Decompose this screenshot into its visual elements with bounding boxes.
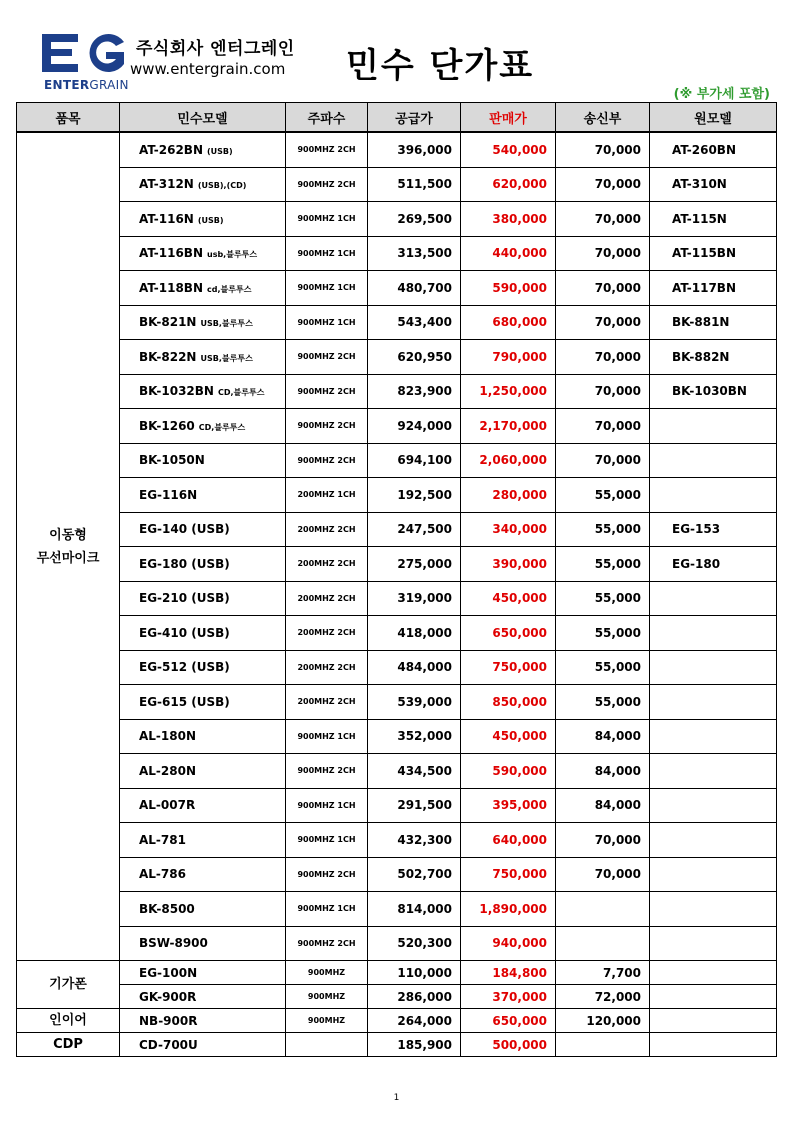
price-table <box>16 102 777 1057</box>
sale-price-cell: 590,000 <box>461 271 556 306</box>
table-row <box>17 754 777 789</box>
table-row <box>17 616 777 651</box>
original-model-cell: AT-310N <box>650 167 777 202</box>
supply-price-cell: 269,500 <box>368 202 461 237</box>
model-name: CD-700U <box>139 1037 198 1052</box>
sale-price-cell: 440,000 <box>461 236 556 271</box>
original-model-cell <box>650 926 777 961</box>
supply-price-cell: 185,900 <box>368 1033 461 1057</box>
company-logo <box>40 30 300 100</box>
brand-thin: GRAIN <box>89 78 129 92</box>
model-note: (USB),(CD) <box>197 181 247 191</box>
model-cell <box>120 1009 286 1033</box>
header-row <box>17 103 777 133</box>
table-row <box>17 340 777 375</box>
model-cell <box>120 305 286 340</box>
transmitter-price-cell: 55,000 <box>556 685 650 720</box>
model-cell <box>120 202 286 237</box>
transmitter-price-cell: 70,000 <box>556 202 650 237</box>
model-cell <box>120 581 286 616</box>
model-name: AT-262BN <box>139 142 203 157</box>
frequency-cell: 900MHZ 1CH <box>286 719 368 754</box>
original-model-cell <box>650 650 777 685</box>
model-name: EG-615 (USB) <box>139 694 230 709</box>
model-note: (USB) <box>207 146 233 156</box>
transmitter-price-cell: 55,000 <box>556 478 650 513</box>
transmitter-price-cell: 70,000 <box>556 340 650 375</box>
model-name: NB-900R <box>139 1013 198 1028</box>
table-row <box>17 985 777 1009</box>
original-model-cell <box>650 1009 777 1033</box>
price-table-body <box>17 132 777 1057</box>
model-cell <box>120 650 286 685</box>
table-row <box>17 236 777 271</box>
company-url[interactable]: www.entergrain.com <box>130 60 286 78</box>
frequency-cell: 900MHZ 1CH <box>286 823 368 858</box>
model-name: EG-140 (USB) <box>139 522 230 537</box>
supply-price-cell: 520,300 <box>368 926 461 961</box>
model-cell <box>120 512 286 547</box>
model-cell <box>120 167 286 202</box>
original-model-cell <box>650 409 777 444</box>
sale-price-cell: 620,000 <box>461 167 556 202</box>
supply-price-cell: 313,500 <box>368 236 461 271</box>
vat-note: (※ 부가세 포함) <box>673 87 770 102</box>
transmitter-price-cell: 70,000 <box>556 236 650 271</box>
sale-price-cell: 680,000 <box>461 305 556 340</box>
original-model-cell <box>650 857 777 892</box>
table-row <box>17 409 777 444</box>
original-model-cell: EG-180 <box>650 547 777 582</box>
frequency-cell: 900MHZ 2CH <box>286 340 368 375</box>
supply-price-cell: 620,950 <box>368 340 461 375</box>
supply-price-cell: 480,700 <box>368 271 461 306</box>
model-cell <box>120 443 286 478</box>
original-model-cell: BK-1030BN <box>650 374 777 409</box>
original-model-cell: AT-260BN <box>650 132 777 167</box>
brand-bold: ENTER <box>44 78 90 92</box>
transmitter-price-cell <box>556 892 650 927</box>
sale-price-cell: 940,000 <box>461 926 556 961</box>
table-row <box>17 892 777 927</box>
supply-price-cell: 418,000 <box>368 616 461 651</box>
header-category: 품목 <box>17 103 120 133</box>
table-row <box>17 132 777 167</box>
model-note: USB,블루투스 <box>200 353 253 363</box>
sale-price-cell: 395,000 <box>461 788 556 823</box>
table-row <box>17 685 777 720</box>
model-name: BK-821N <box>139 315 197 330</box>
model-cell <box>120 374 286 409</box>
transmitter-price-cell: 55,000 <box>556 547 650 582</box>
model-note: (USB) <box>197 215 224 225</box>
original-model-cell: AT-117BN <box>650 271 777 306</box>
sale-price-cell: 500,000 <box>461 1033 556 1057</box>
sale-price-cell: 790,000 <box>461 340 556 375</box>
model-cell <box>120 985 286 1009</box>
original-model-cell <box>650 985 777 1009</box>
model-name: AL-007R <box>139 798 196 813</box>
table-row <box>17 271 777 306</box>
model-cell <box>120 892 286 927</box>
sale-price-cell: 650,000 <box>461 1009 556 1033</box>
transmitter-price-cell: 84,000 <box>556 754 650 789</box>
table-row <box>17 823 777 858</box>
model-note: CD,블루투스 <box>198 422 246 432</box>
transmitter-price-cell: 72,000 <box>556 985 650 1009</box>
frequency-cell: 900MHZ 2CH <box>286 132 368 167</box>
table-row <box>17 443 777 478</box>
frequency-cell: 200MHZ 2CH <box>286 685 368 720</box>
transmitter-price-cell: 7,700 <box>556 961 650 985</box>
table-row <box>17 167 777 202</box>
table-row <box>17 857 777 892</box>
header-sale-price: 판매가 <box>461 103 556 133</box>
transmitter-price-cell: 70,000 <box>556 132 650 167</box>
transmitter-price-cell: 70,000 <box>556 271 650 306</box>
table-row <box>17 926 777 961</box>
model-name: AL-180N <box>139 729 197 744</box>
model-name: AL-280N <box>139 763 197 778</box>
page-number: 1 <box>393 1093 400 1103</box>
sale-price-cell: 1,250,000 <box>461 374 556 409</box>
model-name: BK-1260 <box>139 418 195 433</box>
transmitter-price-cell: 84,000 <box>556 719 650 754</box>
original-model-cell <box>650 719 777 754</box>
transmitter-price-cell: 55,000 <box>556 650 650 685</box>
model-name: BSW-8900 <box>139 936 208 951</box>
sale-price-cell: 540,000 <box>461 132 556 167</box>
frequency-cell: 900MHZ 1CH <box>286 305 368 340</box>
original-model-cell <box>650 581 777 616</box>
eg-logo-icon <box>40 30 130 76</box>
model-cell <box>120 719 286 754</box>
supply-price-cell: 694,100 <box>368 443 461 478</box>
frequency-cell: 900MHZ 2CH <box>286 754 368 789</box>
model-cell <box>120 132 286 167</box>
model-note: usb,블루투스 <box>207 250 258 260</box>
sale-price-cell: 1,890,000 <box>461 892 556 927</box>
supply-price-cell: 192,500 <box>368 478 461 513</box>
table-row <box>17 719 777 754</box>
sale-price-cell: 750,000 <box>461 857 556 892</box>
page-title: 민수 단가표 <box>346 46 535 86</box>
model-name: EG-410 (USB) <box>139 625 230 640</box>
model-name: AL-781 <box>139 832 186 847</box>
model-name: AT-116BN <box>139 246 203 261</box>
model-name: GK-900R <box>139 989 197 1004</box>
original-model-cell: AT-115BN <box>650 236 777 271</box>
original-model-cell <box>650 443 777 478</box>
frequency-cell: 900MHZ 2CH <box>286 443 368 478</box>
table-row <box>17 650 777 685</box>
supply-price-cell: 434,500 <box>368 754 461 789</box>
table-row <box>17 374 777 409</box>
frequency-cell <box>286 1033 368 1057</box>
model-name: EG-100N <box>139 965 198 980</box>
table-row <box>17 202 777 237</box>
sale-price-cell: 340,000 <box>461 512 556 547</box>
supply-price-cell: 814,000 <box>368 892 461 927</box>
supply-price-cell: 511,500 <box>368 167 461 202</box>
frequency-cell: 900MHZ <box>286 1009 368 1033</box>
sale-price-cell: 184,800 <box>461 961 556 985</box>
sale-price-cell: 650,000 <box>461 616 556 651</box>
header-supply-price: 공급가 <box>368 103 461 133</box>
original-model-cell <box>650 1033 777 1057</box>
sale-price-cell: 370,000 <box>461 985 556 1009</box>
category-cell: 기가폰 <box>17 961 120 1009</box>
original-model-cell <box>650 961 777 985</box>
frequency-cell: 900MHZ 1CH <box>286 202 368 237</box>
model-cell <box>120 857 286 892</box>
original-model-cell: EG-153 <box>650 512 777 547</box>
supply-price-cell: 396,000 <box>368 132 461 167</box>
model-cell <box>120 409 286 444</box>
frequency-cell: 900MHZ <box>286 961 368 985</box>
frequency-cell: 900MHZ 1CH <box>286 236 368 271</box>
model-name: EG-512 (USB) <box>139 660 230 675</box>
header-original-model: 원모델 <box>650 103 777 133</box>
sale-price-cell: 2,060,000 <box>461 443 556 478</box>
table-row <box>17 547 777 582</box>
frequency-cell: 200MHZ 2CH <box>286 581 368 616</box>
table-row <box>17 512 777 547</box>
model-cell <box>120 478 286 513</box>
table-row <box>17 1009 777 1033</box>
sale-price-cell: 640,000 <box>461 823 556 858</box>
model-note: CD,블루투스 <box>217 388 265 398</box>
frequency-cell: 200MHZ 2CH <box>286 616 368 651</box>
original-model-cell: BK-881N <box>650 305 777 340</box>
header-transmitter: 송신부 <box>556 103 650 133</box>
model-cell <box>120 547 286 582</box>
transmitter-price-cell: 70,000 <box>556 823 650 858</box>
frequency-cell: 900MHZ 2CH <box>286 857 368 892</box>
model-note: USB,블루투스 <box>200 319 253 329</box>
frequency-cell: 200MHZ 2CH <box>286 512 368 547</box>
model-name: BK-1050N <box>139 453 205 468</box>
frequency-cell: 200MHZ 2CH <box>286 650 368 685</box>
model-name: BK-1032BN <box>139 384 214 399</box>
header-model: 민수모델 <box>120 103 286 133</box>
original-model-cell <box>650 616 777 651</box>
supply-price-cell: 484,000 <box>368 650 461 685</box>
original-model-cell <box>650 892 777 927</box>
supply-price-cell: 823,900 <box>368 374 461 409</box>
original-model-cell <box>650 754 777 789</box>
frequency-cell: 200MHZ 1CH <box>286 478 368 513</box>
model-name: AT-116N <box>139 211 194 226</box>
model-name: EG-180 (USB) <box>139 556 230 571</box>
transmitter-price-cell <box>556 1033 650 1057</box>
supply-price-cell: 247,500 <box>368 512 461 547</box>
supply-price-cell: 432,300 <box>368 823 461 858</box>
table-row <box>17 788 777 823</box>
category-cell: 이동형 무선마이크 <box>17 132 120 961</box>
original-model-cell <box>650 788 777 823</box>
sale-price-cell: 2,170,000 <box>461 409 556 444</box>
supply-price-cell: 110,000 <box>368 961 461 985</box>
supply-price-cell: 275,000 <box>368 547 461 582</box>
frequency-cell: 900MHZ 2CH <box>286 167 368 202</box>
model-name: AT-312N <box>139 177 194 192</box>
frequency-cell: 900MHZ 1CH <box>286 271 368 306</box>
category-cell: 인이어 <box>17 1009 120 1033</box>
model-cell <box>120 961 286 985</box>
model-name: EG-116N <box>139 487 198 502</box>
supply-price-cell: 539,000 <box>368 685 461 720</box>
supply-price-cell: 543,400 <box>368 305 461 340</box>
frequency-cell: 900MHZ 2CH <box>286 374 368 409</box>
table-row <box>17 478 777 513</box>
frequency-cell: 900MHZ <box>286 985 368 1009</box>
frequency-cell: 900MHZ 1CH <box>286 892 368 927</box>
model-note: cd,블루투스 <box>207 284 252 294</box>
transmitter-price-cell: 120,000 <box>556 1009 650 1033</box>
supply-price-cell: 264,000 <box>368 1009 461 1033</box>
transmitter-price-cell: 70,000 <box>556 374 650 409</box>
frequency-cell: 900MHZ 2CH <box>286 926 368 961</box>
supply-price-cell: 291,500 <box>368 788 461 823</box>
sale-price-cell: 280,000 <box>461 478 556 513</box>
transmitter-price-cell: 55,000 <box>556 581 650 616</box>
model-cell <box>120 788 286 823</box>
original-model-cell: BK-882N <box>650 340 777 375</box>
company-name: 주식회사 엔터그레인 <box>136 39 295 59</box>
category-cell: CDP <box>17 1033 120 1057</box>
transmitter-price-cell: 84,000 <box>556 788 650 823</box>
model-cell <box>120 685 286 720</box>
model-name: BK-822N <box>139 349 197 364</box>
frequency-cell: 900MHZ 2CH <box>286 409 368 444</box>
transmitter-price-cell: 70,000 <box>556 409 650 444</box>
transmitter-price-cell: 70,000 <box>556 443 650 478</box>
model-cell <box>120 754 286 789</box>
sale-price-cell: 850,000 <box>461 685 556 720</box>
supply-price-cell: 924,000 <box>368 409 461 444</box>
model-name: AL-786 <box>139 867 186 882</box>
frequency-cell: 900MHZ 1CH <box>286 788 368 823</box>
company-brand <box>44 78 129 92</box>
frequency-cell: 200MHZ 2CH <box>286 547 368 582</box>
table-row <box>17 1033 777 1057</box>
table-row <box>17 305 777 340</box>
model-cell <box>120 236 286 271</box>
table-row <box>17 581 777 616</box>
header-frequency: 주파수 <box>286 103 368 133</box>
model-cell <box>120 1033 286 1057</box>
original-model-cell <box>650 685 777 720</box>
sale-price-cell: 590,000 <box>461 754 556 789</box>
sale-price-cell: 390,000 <box>461 547 556 582</box>
supply-price-cell: 286,000 <box>368 985 461 1009</box>
model-cell <box>120 823 286 858</box>
transmitter-price-cell <box>556 926 650 961</box>
original-model-cell: AT-115N <box>650 202 777 237</box>
transmitter-price-cell: 70,000 <box>556 305 650 340</box>
supply-price-cell: 319,000 <box>368 581 461 616</box>
sale-price-cell: 380,000 <box>461 202 556 237</box>
model-name: AT-118BN <box>139 280 203 295</box>
model-cell <box>120 616 286 651</box>
model-name: EG-210 (USB) <box>139 591 230 606</box>
model-cell <box>120 340 286 375</box>
transmitter-price-cell: 55,000 <box>556 512 650 547</box>
table-row <box>17 961 777 985</box>
sale-price-cell: 450,000 <box>461 719 556 754</box>
supply-price-cell: 352,000 <box>368 719 461 754</box>
model-cell <box>120 271 286 306</box>
transmitter-price-cell: 55,000 <box>556 616 650 651</box>
sale-price-cell: 750,000 <box>461 650 556 685</box>
transmitter-price-cell: 70,000 <box>556 167 650 202</box>
supply-price-cell: 502,700 <box>368 857 461 892</box>
original-model-cell <box>650 823 777 858</box>
original-model-cell <box>650 478 777 513</box>
transmitter-price-cell: 70,000 <box>556 857 650 892</box>
model-cell <box>120 926 286 961</box>
sale-price-cell: 450,000 <box>461 581 556 616</box>
model-name: BK-8500 <box>139 901 195 916</box>
